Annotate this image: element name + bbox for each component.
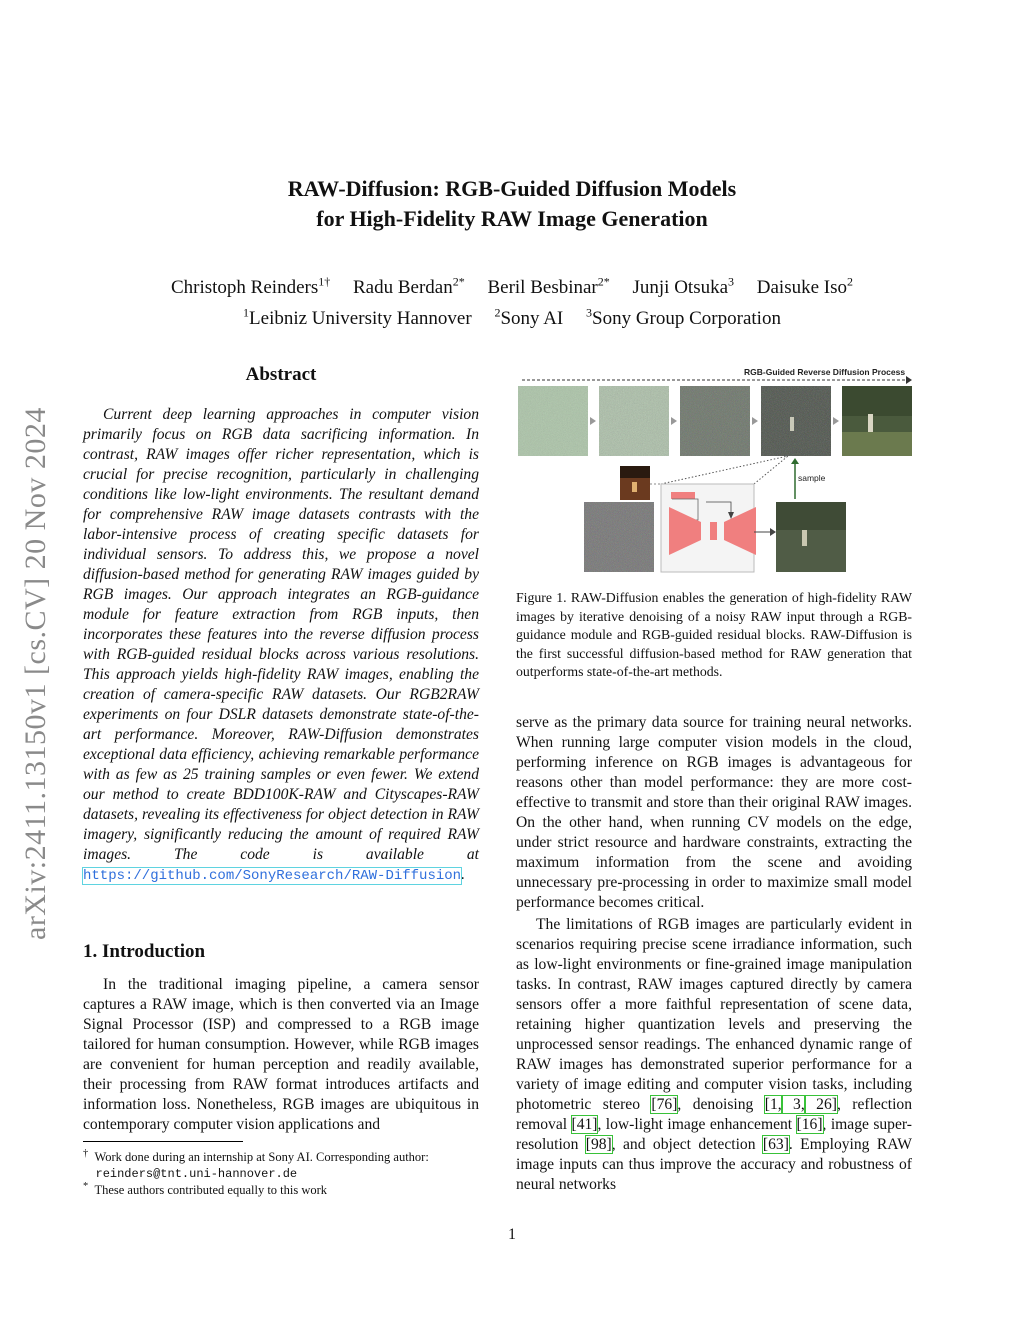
noisy-raw-input (584, 502, 654, 572)
figure-1-caption: Figure 1. RAW-Diffusion enables the generation of high-fidelity RAW images by iterative denoising of a noisy RAW input through a RGB-guidance module and RGB-guided residual blocks. RAW-Diffusion is the first successful diffusion-based method for RAW generation that outperforms state-of-the-art methods. (516, 590, 912, 680)
citation-1[interactable]: [1, (764, 1096, 782, 1113)
intro-right-paragraph-2: The limitations of RGB images are particularly evident in scenarios requiring precise scene irradiance information, such as low-light environments or fine-grained image manipulation tasks. In contrast, RAW images captured directly by camera sensors offer a more faithful representation of scene data, retaining higher quantization levels and preserving the unprocessed sensor readings. The enhanced dynamic range of RAW images has demonstrated superior performance for a variety of image editing and computer vision tasks, including photometric stereo [76], denoising [1, 3, 26], reflection removal [41], low-light image enhancement [16], image super-resolution [98], and object detection [63]. Employing RAW image inputs can thus improve the accuracy and robustness of neural networks (516, 916, 912, 1193)
noisy-step-2 (599, 386, 669, 456)
footnote-rule (83, 1141, 243, 1142)
author: Junji Otsuka$^3$ (632, 275, 735, 299)
figure-1-diagram (516, 362, 912, 582)
rgb-guide-image (620, 466, 650, 500)
section-heading-introduction: 1. Introduction (83, 941, 206, 962)
title-line-2: for High-Fidelity RAW Image Generation (316, 206, 708, 231)
citation-26[interactable]: 26] (804, 1096, 837, 1113)
citation-16[interactable]: [16] (796, 1116, 823, 1133)
affiliation: $^1$Leibniz University Hannover (243, 305, 472, 329)
rgb-guidance-module (671, 492, 695, 499)
citation-98[interactable]: [98] (585, 1136, 612, 1153)
sample-label: sample (798, 473, 826, 483)
arxiv-stamp: arXiv:2411.13150v1 [cs.CV] 20 Nov 2024 (19, 407, 52, 940)
abstract-heading: Abstract (245, 364, 317, 385)
paper-title (0, 174, 1024, 234)
code-link[interactable]: https://github.com/SonyResearch/RAW-Diffusion (83, 868, 462, 884)
citation-41[interactable]: [41] (571, 1116, 598, 1133)
author: Christoph Reinders$^{1\dagger}$ (170, 275, 331, 299)
author: Daisuke Iso$^2$ (756, 275, 854, 299)
author-block (0, 270, 1024, 331)
footnote-2: * These authors contributed equally to this work (83, 1181, 328, 1198)
corresponding-email: reinders@tnt.uni-hannover.de (95, 1167, 298, 1182)
title-line-1: RAW-Diffusion: RGB-Guided Diffusion Models (287, 176, 737, 201)
noisy-step-1 (518, 386, 588, 456)
intro-right-paragraph-1: serve as the primary data source for training neural networks. When running large computer vision models in the cloud, performing inference on RGB images is advantageous for reasons other than model performance: they are more cost-effective to transmit and store than their original RAW images. On the other hand, when running CV models on the edge, under strict resource and hardware constraints, extracting the maximum information from the scene and avoiding unnecessary pre-processing in order to maximize small model performance becomes critical. (516, 714, 912, 911)
generated-raw-image (842, 386, 912, 456)
affiliation: $^3$Sony Group Corporation (586, 305, 781, 329)
affiliation: $^2$Sony AI (494, 305, 564, 329)
denoised-output (776, 502, 846, 572)
noisy-step-3 (680, 386, 750, 456)
page-number: 1 (508, 1226, 516, 1243)
citation-3[interactable]: 3, (781, 1096, 805, 1113)
abstract-text: Current deep learning approaches in computer vision primarily focus on RGB data sacrificing information. In contrast, RAW images offer richer representation, which is crucial for precise recognition, particularly in challenging conditions like low-light environments. The resultant demand for comprehensive RAW image datasets contrasts with the labor-intensive process of creating specific datasets for individual sensors. To address this, we propose a novel diffusion-based method for generating RAW images guided by RGB images. Our approach integrates an RGB-guidance module for feature extraction from RGB inputs, then incorporates these features into the reverse diffusion process with RGB-guided residual blocks across various resolutions. This approach yields high-fidelity RAW images, enabling the creation of camera-specific RAW datasets. Our RGB2RAW experiments on four DSLR datasets demonstrate state-of-the-art performance. Moreover, RAW-Diffusion demonstrates exceptional data efficiency, achieving remarkable performance with as few as 25 training samples or even fewer. We extend our method to create BDD100K-RAW and Cityscapes-RAW datasets, revealing its effectiveness for object detection in RAW imagery, significantly reducing the amount of required RAW images. The code is available at https://github.com/SonyResearch/RAW-Diffusion. (83, 406, 479, 884)
footnote-1: † Work done during an internship at Sony AI. Corresponding author: reinders@tnt.uni-hannover.de (83, 1148, 429, 1182)
intro-paragraph-1: In the traditional imaging pipeline, a camera sensor captures a RAW image, which is then converted via an Image Signal Processor (ISP) and compressed to a RGB image tailored for human consumption. However, while RGB images are convenient for human perception and readily available, their processing from RAW format introduces artifacts and information loss. Nonetheless, RGB images are ubiquitous in contemporary computer vision applications and (83, 976, 479, 1133)
author-list (0, 270, 1024, 300)
figure-header-label: RGB-Guided Reverse Diffusion Process (744, 367, 906, 377)
author: Beril Besbinar$^{2*}$ (487, 275, 610, 299)
citation-76[interactable]: [76] (651, 1096, 678, 1113)
noisy-step-4 (761, 386, 831, 456)
figure-1 (516, 362, 912, 582)
citation-63[interactable]: [63] (762, 1136, 789, 1153)
author: Radu Berdan$^{2*}$ (352, 275, 465, 299)
affiliation-list (0, 300, 1024, 330)
